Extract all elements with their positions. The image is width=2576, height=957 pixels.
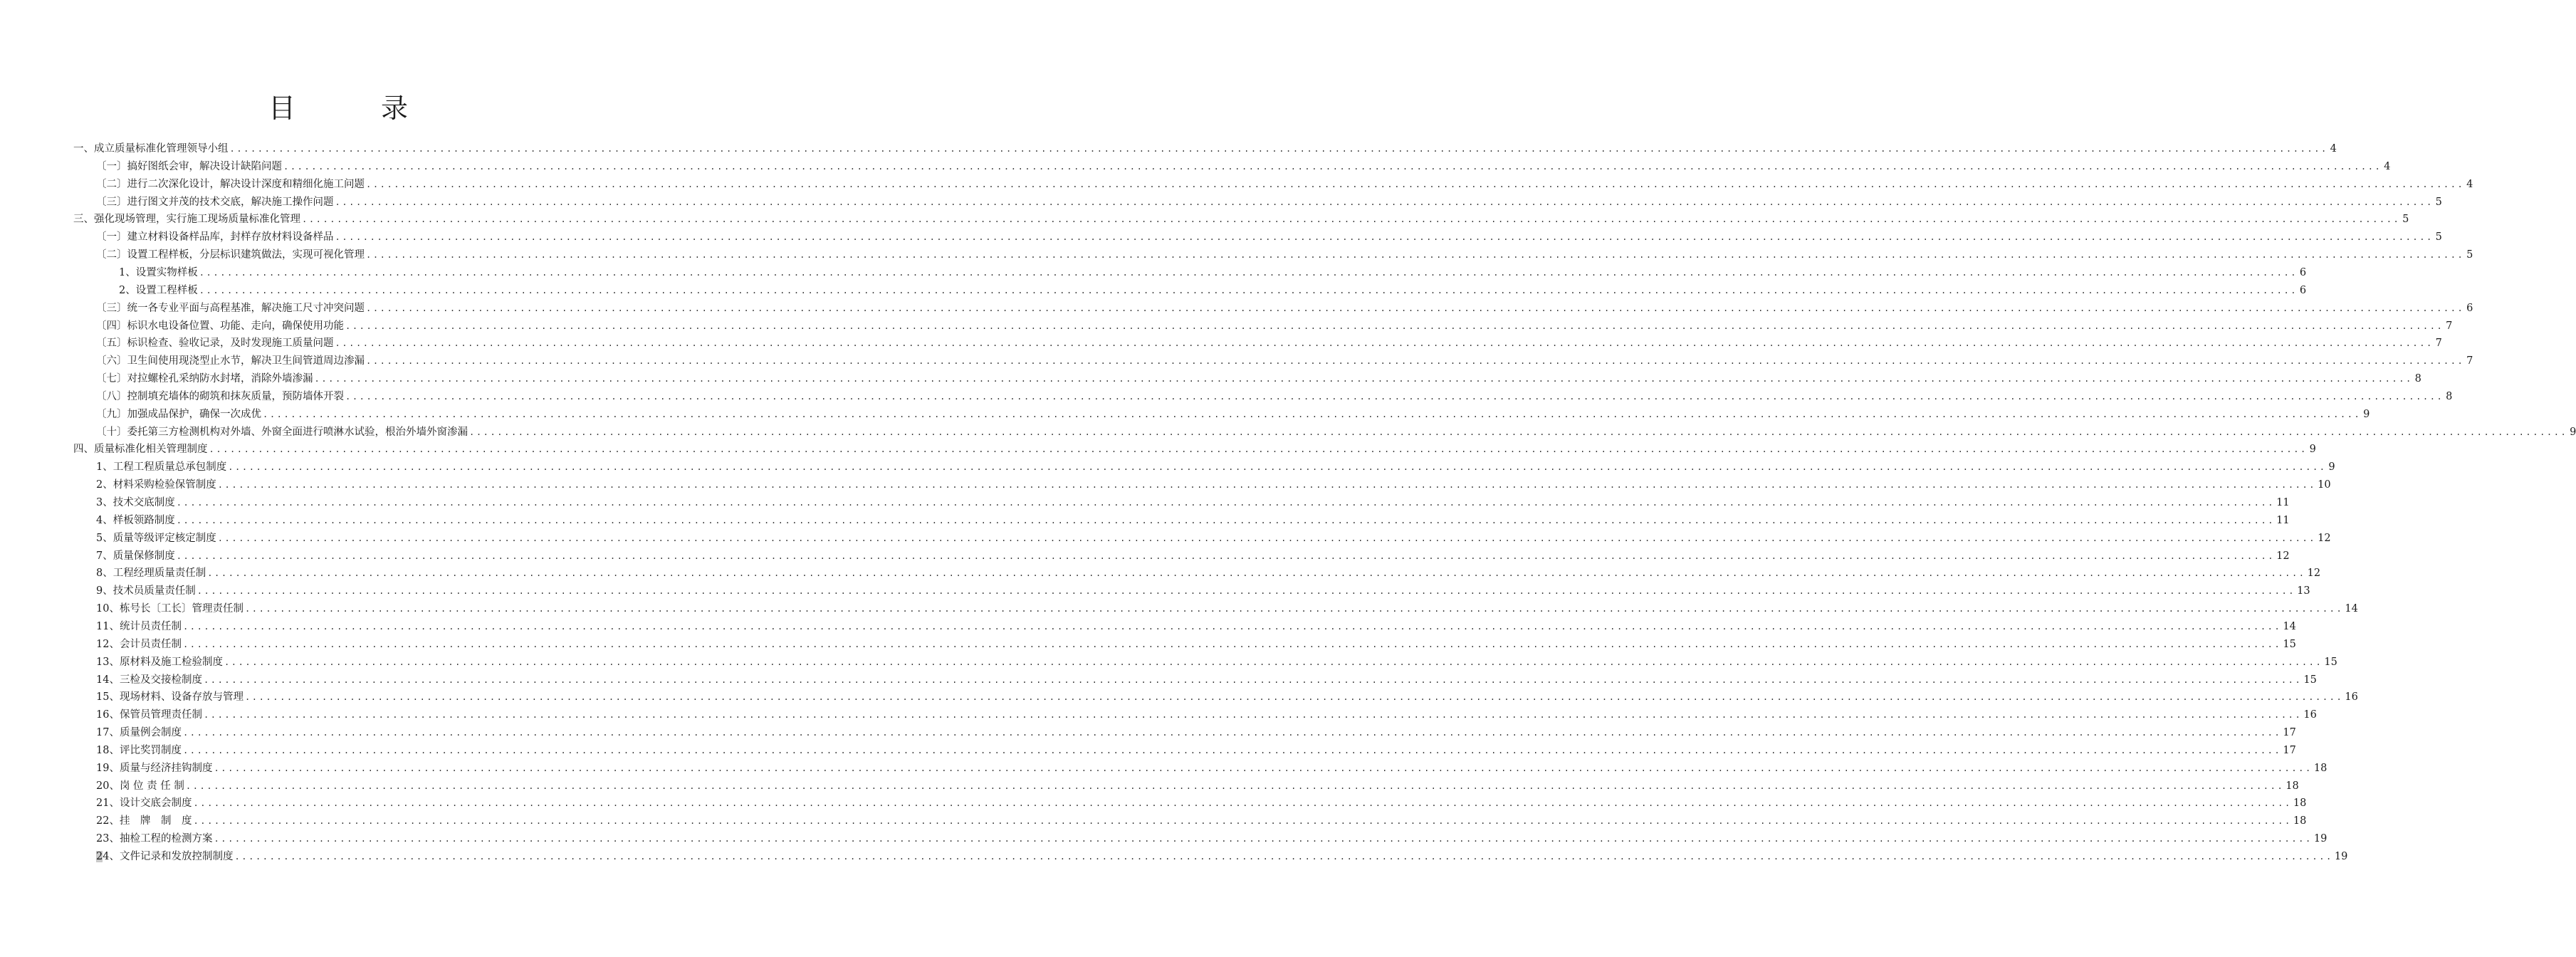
toc-entry-label: 20、岗 位 责 任 制	[96, 780, 184, 792]
toc-dot-leader: ............................................................................................................................................................................................................................................................................................................	[203, 710, 2303, 721]
toc-entry[interactable]	[96, 512, 2290, 530]
toc-page-number: 13	[2297, 585, 2310, 597]
toc-dot-leader: ............................................................................................................................................................................................................................................................................................................	[234, 852, 2333, 862]
toc-page-number: 8	[2414, 373, 2421, 385]
toc-entry-label: 7、质量保修制度	[96, 550, 175, 562]
toc-entry-label: 3、技术交底制度	[96, 497, 175, 508]
toc-page-number: 4	[2466, 178, 2473, 190]
toc-entry-label: 14、三检及交接检制度	[96, 674, 202, 686]
toc-dot-leader: ............................................................................................................................................................................................................................................................................................................	[345, 391, 2444, 402]
toc-entry[interactable]	[73, 441, 2316, 459]
toc-page-number: 5	[2435, 196, 2442, 208]
toc-page-number: 5	[2435, 231, 2442, 244]
toc-page-number: 18	[2293, 798, 2307, 810]
toc-entry-label: 21、设计交底会制度	[96, 798, 192, 810]
toc-page-number: 6	[2299, 284, 2307, 296]
toc-dot-leader: ............................................................................................................................................................................................................................................................................................................	[182, 621, 2282, 632]
toc-entry-label: 9、技术员质量责任制	[96, 585, 196, 597]
toc-entry[interactable]	[96, 600, 2358, 618]
toc-entry[interactable]	[96, 848, 2348, 866]
toc-entry[interactable]	[96, 582, 2310, 600]
toc-dot-leader: ............................................................................................................................................................................................................................................................................................................	[217, 480, 2317, 491]
toc-entry[interactable]	[73, 211, 2409, 229]
toc-dot-leader: ............................................................................................................................................................................................................................................................................................................	[263, 409, 2362, 419]
toc-entry-label: 〔一〕建立材料设备样品库，封样存放材料设备样品	[96, 231, 334, 244]
toc-dot-leader: ............................................................................................................................................................................................................................................................................................................	[193, 798, 2292, 809]
toc-entry[interactable]	[96, 388, 2453, 406]
toc-entry-label: 23、抽检工程的检测方案	[96, 833, 213, 845]
toc-entry-label: 四、质量标准化相关管理制度	[73, 444, 208, 456]
toc-page-number: 6	[2466, 302, 2473, 314]
toc-page-number: 5	[2402, 214, 2409, 226]
toc-dot-leader: ............................................................................................................................................................................................................................................................................................................	[182, 639, 2282, 649]
toc-entry-label: 〔八〕控制填充墙体的砌筑和抹灰质量，预防墙体开裂	[96, 390, 344, 402]
toc-entry[interactable]	[96, 689, 2358, 706]
toc-page-number: 17	[2283, 744, 2296, 756]
toc-page-number: 9	[2309, 444, 2316, 456]
toc-entry-label: 〔二〕进行二次深化设计，解决设计深度和精细化施工问题	[96, 178, 365, 190]
toc-page-number: 17	[2283, 727, 2296, 739]
toc-dot-leader: ............................................................................................................................................................................................................................................................................................................	[209, 444, 2308, 455]
toc-entry-label: 〔三〕统一各专业平面与高程基准，解决施工尺寸冲突问题	[96, 302, 365, 314]
toc-entry-label: 〔九〕加强成品保护，确保一次成优	[96, 408, 261, 420]
toc-entry-label: 〔六〕卫生间使用现浇型止水节，解决卫生间管道周边渗漏	[96, 355, 365, 367]
toc-page-number: 11	[2276, 514, 2290, 526]
toc-dot-leader: ............................................................................................................................................................................................................................................................................................................	[185, 780, 2285, 791]
toc-page-number: 18	[2293, 815, 2307, 827]
toc-entry-label: 24、文件记录和发放控制制度	[96, 851, 234, 862]
toc-dot-leader: ............................................................................................................................................................................................................................................................................................................	[207, 568, 2306, 579]
toc-dot-leader: ............................................................................................................................................................................................................................................................................................................	[469, 427, 2568, 437]
toc-page-number: 14	[2345, 603, 2358, 615]
toc-entry-label: 15、现场材料、设备存放与管理	[96, 691, 244, 704]
toc-entry[interactable]	[96, 654, 2337, 671]
toc-dot-leader: ............................................................................................................................................................................................................................................................................................................	[203, 674, 2303, 685]
toc-dot-leader: ............................................................................................................................................................................................................................................................................................................	[217, 533, 2317, 543]
toc-entry-label: 2、设置工程样板	[119, 284, 198, 296]
toc-entry-label: 5、质量等级评定核定制度	[96, 532, 216, 544]
toc-dot-leader: ............................................................................................................................................................................................................................................................................................................	[366, 250, 2465, 261]
toc-entry-label: 〔四〕标识水电设备位置、功能、走向，确保使用功能	[96, 320, 344, 332]
toc-dot-leader: ............................................................................................................................................................................................................................................................................................................	[199, 267, 2298, 278]
toc-dot-leader: ............................................................................................................................................................................................................................................................................................................	[283, 161, 2382, 172]
toc-dot-leader: ............................................................................................................................................................................................................................................................................................................	[366, 356, 2465, 367]
toc-entry[interactable]	[96, 370, 2421, 388]
toc-entry[interactable]	[96, 724, 2296, 742]
toc-entry[interactable]	[96, 335, 2442, 352]
toc-entry-label: 10、栋号长〔工长〕管理责任制	[96, 603, 244, 615]
toc-page-number: 9	[2363, 408, 2370, 420]
toc-page-number: 11	[2276, 497, 2290, 508]
toc-dot-leader: ............................................................................................................................................................................................................................................................................................................	[199, 285, 2298, 296]
toc-entry-label: 三、强化现场管理，实行施工现场质量标准化管理	[73, 214, 300, 226]
toc-entry-label: 2、材料采购检验保管制度	[96, 479, 216, 491]
toc-dot-leader: ............................................................................................................................................................................................................................................................................................................	[345, 320, 2444, 331]
toc-page-number: 12	[2276, 550, 2290, 562]
toc-entry-label: 1、设置实物样板	[119, 266, 198, 278]
toc-title-char-2: 录	[381, 93, 409, 124]
toc-entry-label: 〔十〕委托第三方检测机构对外墙、外窗全面进行喷淋水试验，根治外墙外窗渗漏	[96, 426, 468, 438]
toc-entry[interactable]	[96, 194, 2442, 211]
toc-dot-leader: ............................................................................................................................................................................................................................................................................................................	[366, 303, 2465, 313]
toc-entry-label: 11、统计员责任制	[96, 620, 182, 632]
toc-entry[interactable]	[96, 246, 2473, 264]
toc-title	[0, 91, 676, 125]
toc-page-number: 8	[2446, 390, 2453, 402]
toc-entry[interactable]	[96, 406, 2370, 424]
toc-entry-label: 16、保管员管理责任制	[96, 709, 202, 721]
toc-page-number: 19	[2313, 833, 2328, 845]
toc-dot-leader: ............................................................................................................................................................................................................................................................................................................	[182, 745, 2282, 755]
toc-entry[interactable]	[119, 282, 2307, 300]
toc-entry[interactable]	[96, 706, 2317, 724]
toc-page-number: 9	[2570, 426, 2576, 438]
toc-entry[interactable]	[96, 424, 2576, 441]
toc-entry[interactable]	[96, 459, 2335, 476]
toc-entry[interactable]	[96, 565, 2321, 582]
toc-page-number: 7	[2435, 338, 2442, 350]
toc-dot-leader: ............................................................................................................................................................................................................................................................................................................	[314, 374, 2413, 385]
toc-dot-leader: ............................................................................................................................................................................................................................................................................................................	[335, 232, 2434, 243]
toc-dot-leader: ............................................................................................................................................................................................................................................................................................................	[366, 179, 2465, 189]
toc-entry-label: 〔二〕设置工程样板，分层标识建筑做法，实现可视化管理	[96, 249, 365, 261]
toc-dot-leader: ............................................................................................................................................................................................................................................................................................................	[224, 657, 2323, 667]
toc-page-number: 18	[2286, 780, 2299, 792]
toc-dot-leader: ............................................................................................................................................................................................................................................................................................................	[335, 338, 2434, 349]
toc-dot-leader: ............................................................................................................................................................................................................................................................................................................	[229, 144, 2328, 154]
toc-page-number: 9	[2328, 461, 2335, 474]
toc-entry-label: 22、挂 牌 制 度	[96, 815, 192, 827]
toc-entry[interactable]	[73, 140, 2337, 158]
toc-page-number: 14	[2283, 620, 2296, 632]
toc-entry[interactable]	[96, 229, 2442, 246]
toc-dot-leader: ............................................................................................................................................................................................................................................................................................................	[176, 498, 2276, 508]
toc-page-number: 4	[2384, 160, 2391, 172]
toc-entry[interactable]	[96, 778, 2299, 795]
toc-page-number: 12	[2318, 532, 2331, 544]
toc-entry-label: 12、会计员责任制	[96, 638, 182, 650]
toc-entry-label: 13、原材料及施工检验制度	[96, 656, 223, 668]
toc-page-number: 10	[2318, 479, 2331, 491]
toc-page-number: 4	[2330, 143, 2337, 155]
toc-dot-leader: ............................................................................................................................................................................................................................................................................................................	[228, 462, 2327, 473]
toc-title-char-1: 目	[268, 93, 295, 124]
toc-entry[interactable]	[96, 176, 2473, 194]
toc-dot-leader: ............................................................................................................................................................................................................................................................................................................	[176, 550, 2276, 561]
toc-entry-label: 4、样板领路制度	[96, 514, 175, 526]
toc-entry-label: 18、评比奖罚制度	[96, 744, 182, 756]
toc-page-number: 16	[2345, 691, 2358, 704]
toc-entry[interactable]	[96, 830, 2328, 848]
toc-dot-leader: ............................................................................................................................................................................................................................................................................................................	[176, 515, 2276, 525]
toc-dot-leader: ............................................................................................................................................................................................................................................................................................................	[214, 763, 2313, 773]
toc-entry[interactable]	[96, 618, 2296, 636]
toc-entry-label: 17、质量例会制度	[96, 727, 182, 739]
toc-entry-label: 一、成立质量标准化管理领导小组	[73, 143, 229, 155]
toc-page-number: 7	[2446, 320, 2453, 332]
toc-page-number: 5	[2466, 249, 2473, 261]
toc-page-number: 19	[2334, 851, 2348, 862]
toc-page-number: 15	[2324, 656, 2337, 668]
toc-page-number: 15	[2303, 674, 2317, 686]
toc-page-number: 7	[2466, 355, 2473, 367]
toc-dot-leader: ............................................................................................................................................................................................................................................................................................................	[193, 816, 2292, 827]
toc-entry[interactable]	[96, 352, 2473, 370]
toc-entry-label: 19、质量与经济挂钩制度	[96, 762, 213, 774]
toc-entry[interactable]	[96, 158, 2391, 176]
toc-entry[interactable]	[96, 795, 2307, 812]
toc-dot-leader: ............................................................................................................................................................................................................................................................................................................	[197, 586, 2296, 597]
toc-entry-label: 〔三〕进行图文并茂的技术交底，解决施工操作问题	[96, 196, 334, 208]
toc-page-number: 6	[2299, 266, 2307, 278]
toc-page-number: 18	[2313, 762, 2328, 774]
toc-entry[interactable]	[96, 476, 2331, 494]
toc-entry-label: 〔五〕标识检查、验收记录，及时发现施工质量问题	[96, 338, 334, 350]
toc-entry-label: 8、工程经理质量责任制	[96, 568, 206, 580]
toc-entry-label: 1、工程工程质量总承包制度	[96, 461, 227, 474]
toc-entry[interactable]	[119, 264, 2307, 282]
toc-page-number: 12	[2307, 568, 2321, 580]
toc-dot-leader: ............................................................................................................................................................................................................................................................................................................	[244, 604, 2344, 615]
toc-entry-label: 〔一〕搞好图纸会审，解决设计缺陷问题	[96, 160, 282, 172]
toc-entry[interactable]	[96, 300, 2473, 318]
toc-dot-leader: ............................................................................................................................................................................................................................................................................................................	[182, 728, 2282, 738]
toc-dot-leader: ............................................................................................................................................................................................................................................................................................................	[335, 197, 2434, 207]
toc-dot-leader: ............................................................................................................................................................................................................................................................................................................	[302, 214, 2401, 225]
toc-entry[interactable]	[96, 671, 2317, 689]
toc-dot-leader: ............................................................................................................................................................................................................................................................................................................	[244, 692, 2344, 703]
toc-entry[interactable]	[96, 548, 2290, 565]
toc-page-number: 15	[2283, 638, 2296, 650]
toc-dot-leader: ............................................................................................................................................................................................................................................................................................................	[214, 834, 2313, 844]
toc-entry[interactable]	[96, 742, 2296, 760]
toc-entry[interactable]	[96, 812, 2307, 830]
toc-entry[interactable]	[96, 494, 2290, 512]
toc-entry[interactable]	[96, 760, 2328, 778]
toc-entry[interactable]	[96, 318, 2453, 335]
toc-page-number: 16	[2303, 709, 2317, 721]
toc-entry[interactable]	[96, 636, 2296, 654]
toc-entry-label: 〔七〕对拉螺栓孔采纳防水封堵，消除外墙渗漏	[96, 373, 313, 385]
toc-entry[interactable]	[96, 530, 2331, 548]
